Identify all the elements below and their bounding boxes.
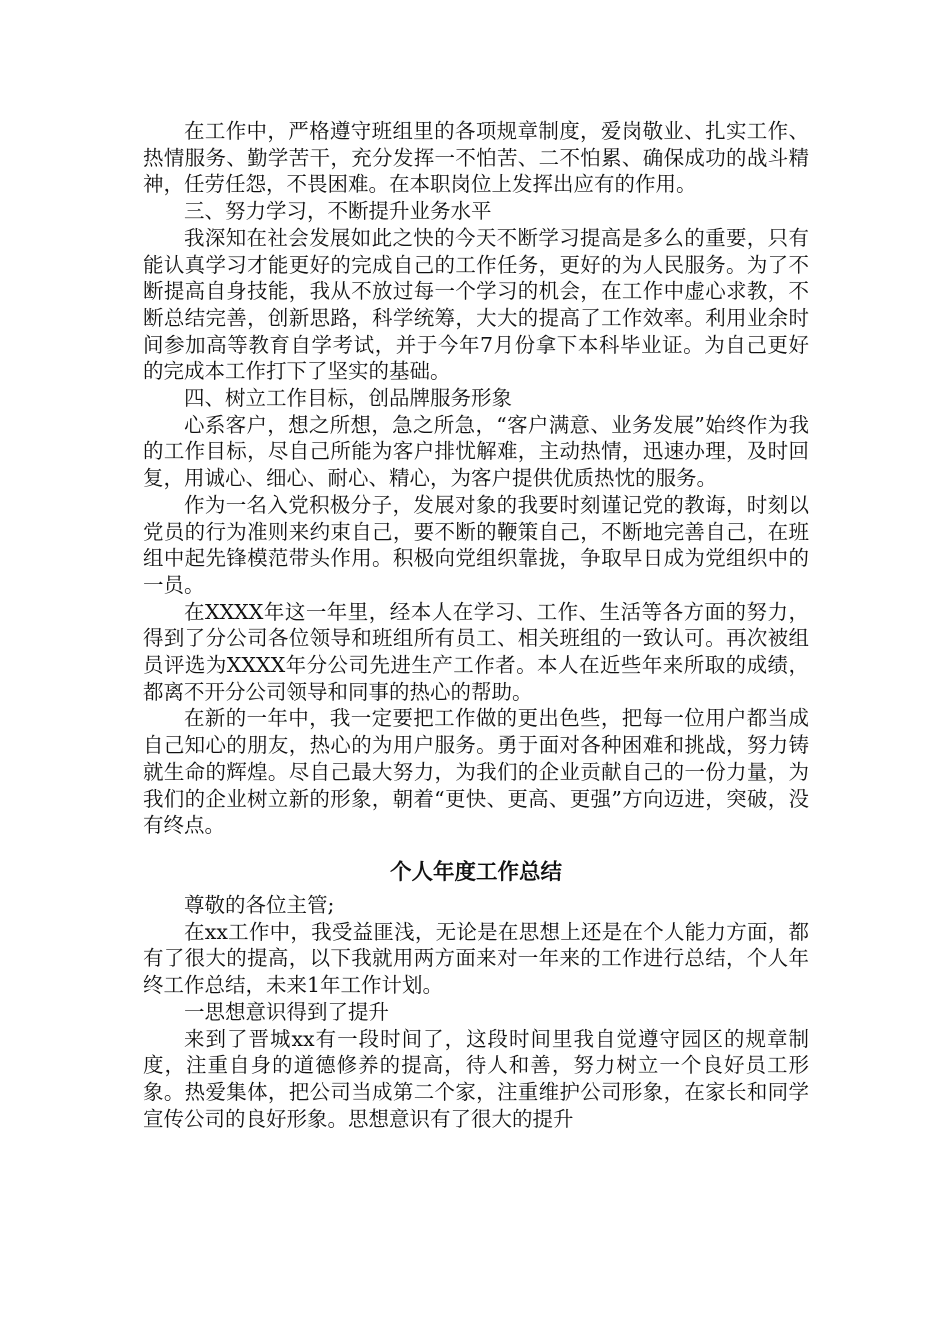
paragraph-customer: 心系客户，想之所想，急之所急，“客户满意、业务发展”始终作为我的工作目标，尽自己所能为客户排忧解难，主动热情，迅速办理，及时回复，用诚心、细心、耐心、精心，为客户提供优质热忱的服务。 (143, 412, 809, 491)
heading-goals: 四、树立工作目标，创品牌服务形象 (184, 386, 512, 411)
paragraph-salutation: 尊敬的各位主管; (184, 892, 335, 917)
section-title: 个人年度工作总结 (389, 859, 562, 885)
paragraph-work-discipline: 在工作中，严格遵守班组里的各项规章制度，爱岗敬业、扎实工作、热情服务、勤学苦干，充分发挥一不怕苦、二不怕累、确保成功的战斗精神，任劳任怨，不畏困难。在本职岗位上发挥出应有的作用。 (143, 119, 809, 197)
paragraph-new-year: 在新的一年中，我一定要把工作做的更出色些，把每一位用户都当成自己知心的朋友，热心的为用户服务。勇于面对各种困难和挑战，努力铸就生命的辉煌。尽自己最大努力，为我们的企业贡献自己的一份力量，为我们的企业树立新的形象，朝着“更快、更高、更强”方向迈进，突破，没有终点。 (143, 706, 809, 838)
paragraph-party: 作为一名入党积极分子，发展对象的我要时刻谨记党的教诲，时刻以党员的行为准则来约束自己，要不断的鞭策自己，不断地完善自己，在班组中起先锋模范带头作用。积极向党组织靠拢，争取早日成为党组织中的一员。 (143, 492, 809, 597)
document-body (143, 118, 809, 1132)
heading-thinking: 一思想意识得到了提升 (184, 999, 389, 1024)
paragraph-intro: 在xx工作中，我受益匪浅，无论是在思想上还是在个人能力方面，都有了很大的提高，以下我就用两方面来对一年来的工作进行总结，个人年终工作总结，未来1年工作计划。 (143, 919, 809, 998)
paragraph-study: 我深知在社会发展如此之快的今天不断学习提高是多么的重要，只有能认真学习才能更好的完成自己的工作任务，更好的为人民服务。为了不断提高自身技能，我从不放过每一个学习的机会，在工作中虚心求教，不断总结完善，创新思路，科学统筹，大大的提高了工作效率。利用业余时间参加高等教育自学考试，并于今年7月份拿下本科毕业证。为自己更好的完成本工作打下了坚实的基础。 (143, 225, 809, 384)
paragraph-thinking: 来到了晋城xx有一段时间了，这段时间里我自觉遵守园区的规章制度，注重自身的道德修养的提高，待人和善，努力树立一个良好员工形象。热爱集体，把公司当成第二个家，注重维护公司形象，在家长和同学宣传公司的良好形象。思想意识有了很大的提升 (143, 1026, 809, 1131)
heading-study: 三、努力学习，不断提升业务水平 (184, 199, 492, 224)
paragraph-achievements: 在XXXX年这一年里，经本人在学习、工作、生活等各方面的努力，得到了分公司各位领导和班组所有员工、相关班组的一致认可。再次被组员评选为XXXX年分公司先进生产工作者。本人在近些年来所取的成绩，都离不开分公司领导和同事的热心的帮助。 (143, 599, 809, 704)
